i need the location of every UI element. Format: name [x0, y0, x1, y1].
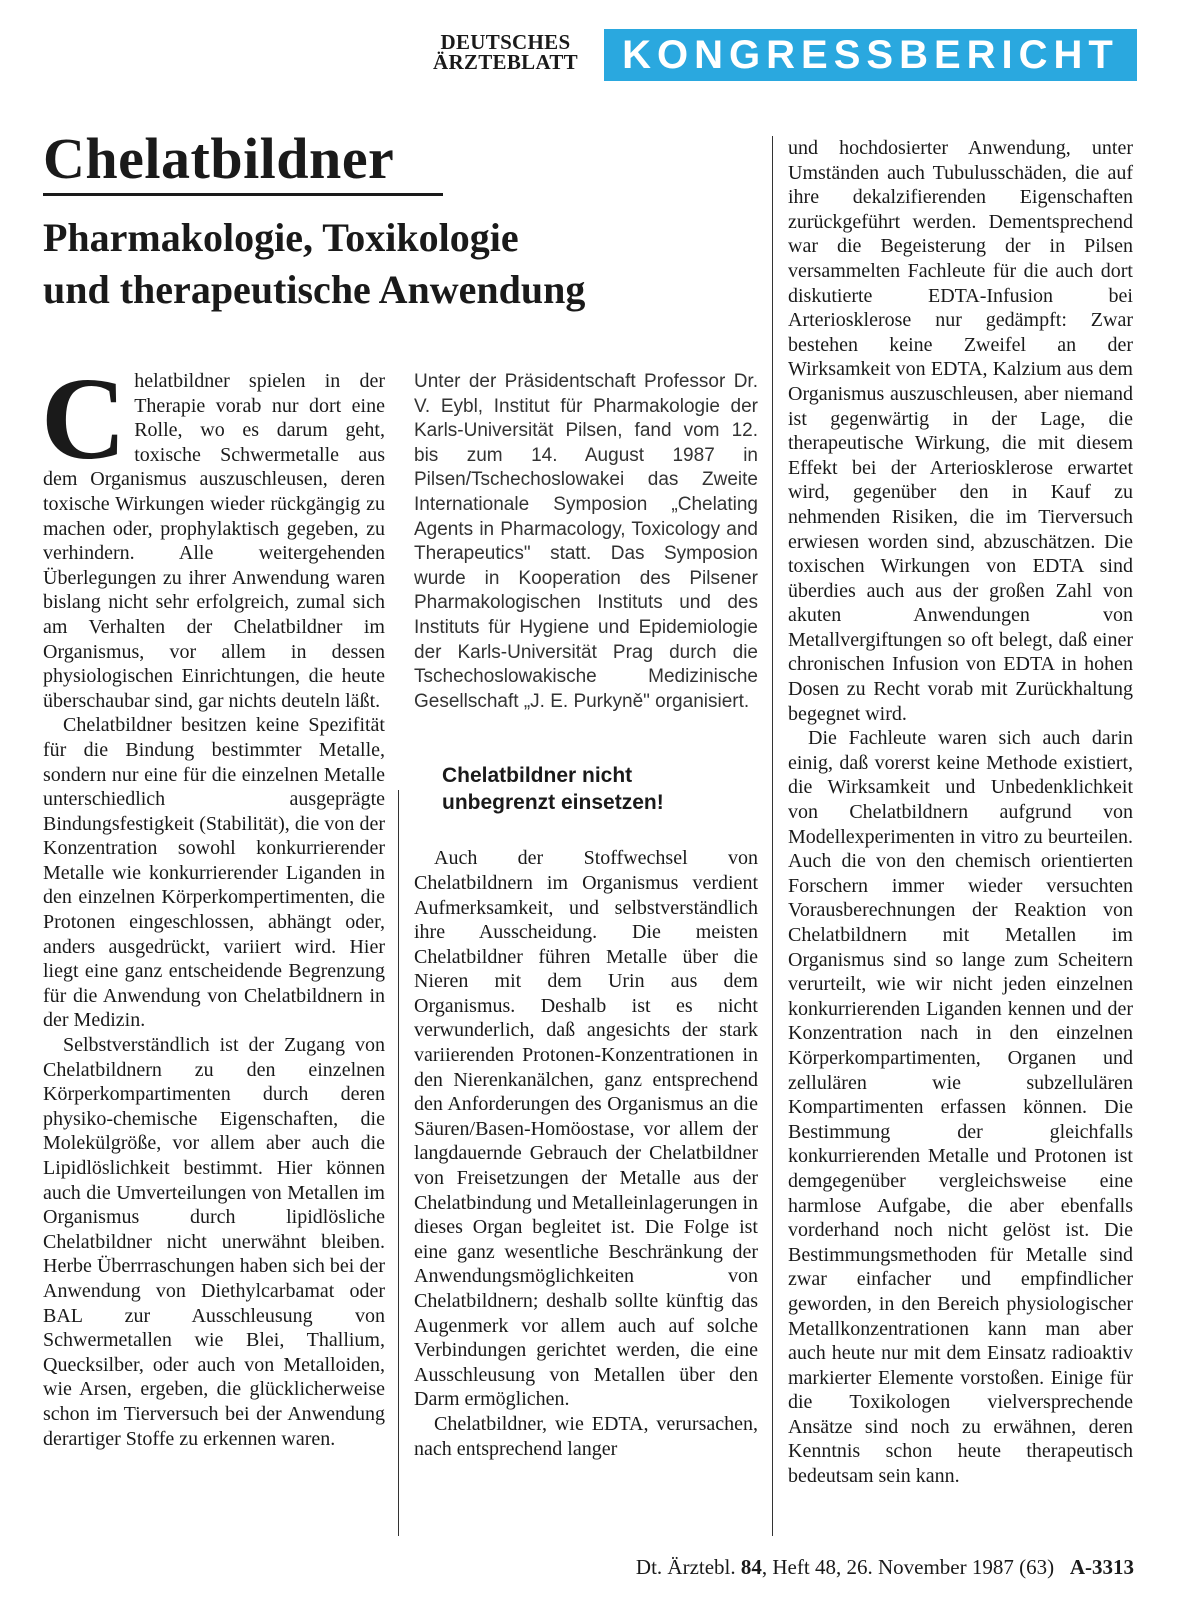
paragraph: Chelatbildner, wie EDTA, verursachen, nach entsprechend langer	[414, 1412, 758, 1460]
subtitle-line-2: und therapeutische Anwendung	[43, 267, 586, 312]
paragraph: Chelatbildner besitzen keine Spezifität für die Bindung bestimmter Metalle, sondern nur eine für die einzelnen Metalle unterschiedlich ausgeprägte Bindungsfestigkeit (Stabilität), die von der Konzentration sowohl konkurrierender Metalle wie konkurrierender Liganden in den einzelnen Körperkompertimenten, die Protonen eingeschlossen, abhängt oder, anders ausgedrückt, variiert wird. Hier liegt eine ganz entscheidende Begrenzung für die Anwendung von Chelatbildnern in der Medizin.	[43, 714, 385, 1032]
section-banner: KONGRESSBERICHT	[604, 29, 1137, 81]
subheading-line-2: unbegrenzt einsetzen!	[442, 791, 664, 815]
body-column-1	[41, 353, 385, 1451]
paragraph: Selbstverständlich ist der Zugang von Chelatbildnern zu den einzelnen Körperkompartimenten durch deren physiko-chemische Eigenschaften, die Molekülgröße, vor allem aber auch die Lipidlöslichkeit bestimmt. Hier können auch die Umverteilungen von Metallen im Organismus durch lipidlösliche Chelatbildner nicht unerwähnt bleiben. Herbe Überrraschungen haben sich bei der Anwendung von Diethylcarbamat oder BAL zur Ausschleusung von Schwermetallen wie Blei, Thallium, Quecksilber, oder auch von Metalloiden, wie Arsen, ergeben, die glücklicherweise schon im Tierversuch bei der Anwendung derartiger Stoffe zu erkennen waren.	[43, 1034, 385, 1450]
subheading-line-1: Chelatbildner nicht	[442, 764, 633, 788]
journal-name-line2: ÄRZTEBLATT	[433, 50, 578, 74]
body-column-3	[788, 136, 1133, 1489]
column-divider-1	[398, 790, 399, 1536]
drop-cap: C	[41, 353, 127, 484]
column-divider-2	[772, 136, 773, 1536]
paragraph: und hochdosierter Anwendung, unter Umständen auch Tubulusschäden, die auf ihre dekalzifierenden Eigenschaften zurückgeführt werden. Dementsprechend war die Begeisterung der in Pilsen versammelten Fachleute für die auch dort diskutierte EDTA-Infusion bei Arteriosklerose nur gedämpft: Zwar bestehen keine Zweifel an der Wirksamkeit von EDTA, Kalzium aus dem Organismus auszuschleusen, aber niemand ist gegenwärtig in der Lage, die therapeutische Wirkung, die mit diesem Effekt bei der Arteriosklerose erwartet wird, gegenüber den in Kauf zu nehmenden Risiken, die im Tierversuch erwiesen worden sind, abzuschätzen. Die toxischen Wirkungen von EDTA sind überdies auch aus der großen Zahl von akuten Anwendungen von Metallvergiftungen so oft belegt, daß einer chronischen Infusion von EDTA in hohen Dosen zu Recht vorab mit Zurückhaltung begegnet wird.	[788, 137, 1133, 725]
paragraph: Die Fachleute waren sich auch darin einig, daß vorerst keine Methode existiert, die Wirksamkeit und Unbedenklichkeit von Chelatbildnern aufgrund von Modellexperimenten in vitro zu beurteilen. Auch die von den chemisch orientierten Forschern immer wieder versuchten Vorausberechnungen der Reaktion von Chelatbildnern mit Metallen im Organismus sind so lange zum Scheitern verurteilt, wie wir nicht jeden einzelnen konkurrierenden Liganden kennen und der Konzentration nach in den einzelnen Körperkompartimenten, Organen und zellulären wie subzellulären Kompartimenten erfassen können. Die Bestimmung der gleichfalls konkurrierenden Metalle und Protonen ist demgegenüber vergleichsweise eine harmlose Aufgabe, die aber ebenfalls vorderhand noch nicht gelöst ist. Die Bestimmungsmethoden für Metalle sind zwar einfacher und empfindlicher geworden, in den Bereich physiologischer Metallkonzentrationen kann man aber auch heute nur mit dem Einsatz radioaktiv markierter Elemente vorstoßen. Einige für die Toxikologen vielversprechende Ansätze sind noch zu erwähnen, deren Kenntnis schon heute therapeutisch bedeutsam sein kann.	[788, 727, 1133, 1488]
page-number: A-3313	[1069, 1555, 1134, 1579]
article-subtitle	[43, 212, 763, 316]
citation-details: , Heft 48, 26. November 1987 (63)	[761, 1555, 1055, 1579]
intro-paragraph: Unter der Präsidentschaft Professor Dr. V. Eybl, Institut für Pharmakologie der Karls-Universität Pilsen, fand vom 12. bis zum 14. August 1987 in Pilsen/Tschechoslowakei das Zweite Internationale Symposion „Chelating Agents in Pharmacology, Toxicology and Therapeutics" statt. Das Symposion wurde in Kooperation des Pilsener Pharmakologischen Instituts und des Instituts für Hygiene und Epidemiologie der Karls-Universität Prag durch die Tschechoslowakische Medizinische Gesellschaft „J. E. Purkyně" organisiert.	[414, 371, 758, 712]
title-underline	[43, 193, 443, 196]
subtitle-line-1: Pharmakologie, Toxikologie	[43, 215, 519, 260]
paragraph: helatbildner spielen in der Therapie vorab nur dort eine Rolle, wo es darum geht, toxische Schwermetalle aus dem Organismus auszuschleusen, deren toxische Wirkungen wieder rückgängig zu machen oder, prophylaktisch gegeben, zu verhindern. Alle weitergehenden Überlegungen zu ihrer Anwendung waren bislang nicht sehr erfolgreich, zumal sich am Verhalten der Chelatbildner im Organismus, vor allem in dessen physiologischen Einrichtungen, die heute überschaubar sind, gar nichts deuteln läßt.	[43, 370, 385, 712]
paragraph: Auch der Stoffwechsel von Chelatbildnern im Organismus verdient Aufmerksamkeit, und selbstverständlich ihre Ausscheidung. Die meisten Chelatbildner führen Metalle über die Nieren mit dem Urin aus dem Organismus. Deshalb ist es nicht verwunderlich, daß angesichts der stark variierenden Protonen-Konzentrationen in den Nierenkanälchen, ganz entsprechend den Anforderungen des Organismus an die Säuren/Basen-Homöostase, vor allem der langdauernde Gebrauch der Chelatbildner von Freisetzungen der Metalle aus der Chelatbindung und Metalleinlagerungen in dieses Organ begleitet ist. Die Folge ist eine ganz wesentliche Beschränkung der Anwendungsmöglichkeiten von Chelatbildnern; deshalb sollte künftig das Augenmerk vor allem auch auf solche Verbindungen gerichtet werden, die eine Ausschleusung von Metallen über den Darm ermöglichen.	[414, 847, 758, 1411]
citation-prefix: Dt. Ärztebl.	[635, 1555, 736, 1579]
journal-name-line1: DEUTSCHES	[440, 30, 571, 54]
section-subheading	[442, 762, 758, 816]
journal-masthead	[418, 32, 593, 72]
article-title: Chelatbildner	[43, 126, 395, 191]
citation-volume: 84	[740, 1555, 762, 1579]
page-footer	[636, 1555, 1134, 1580]
body-column-2	[414, 370, 758, 1461]
